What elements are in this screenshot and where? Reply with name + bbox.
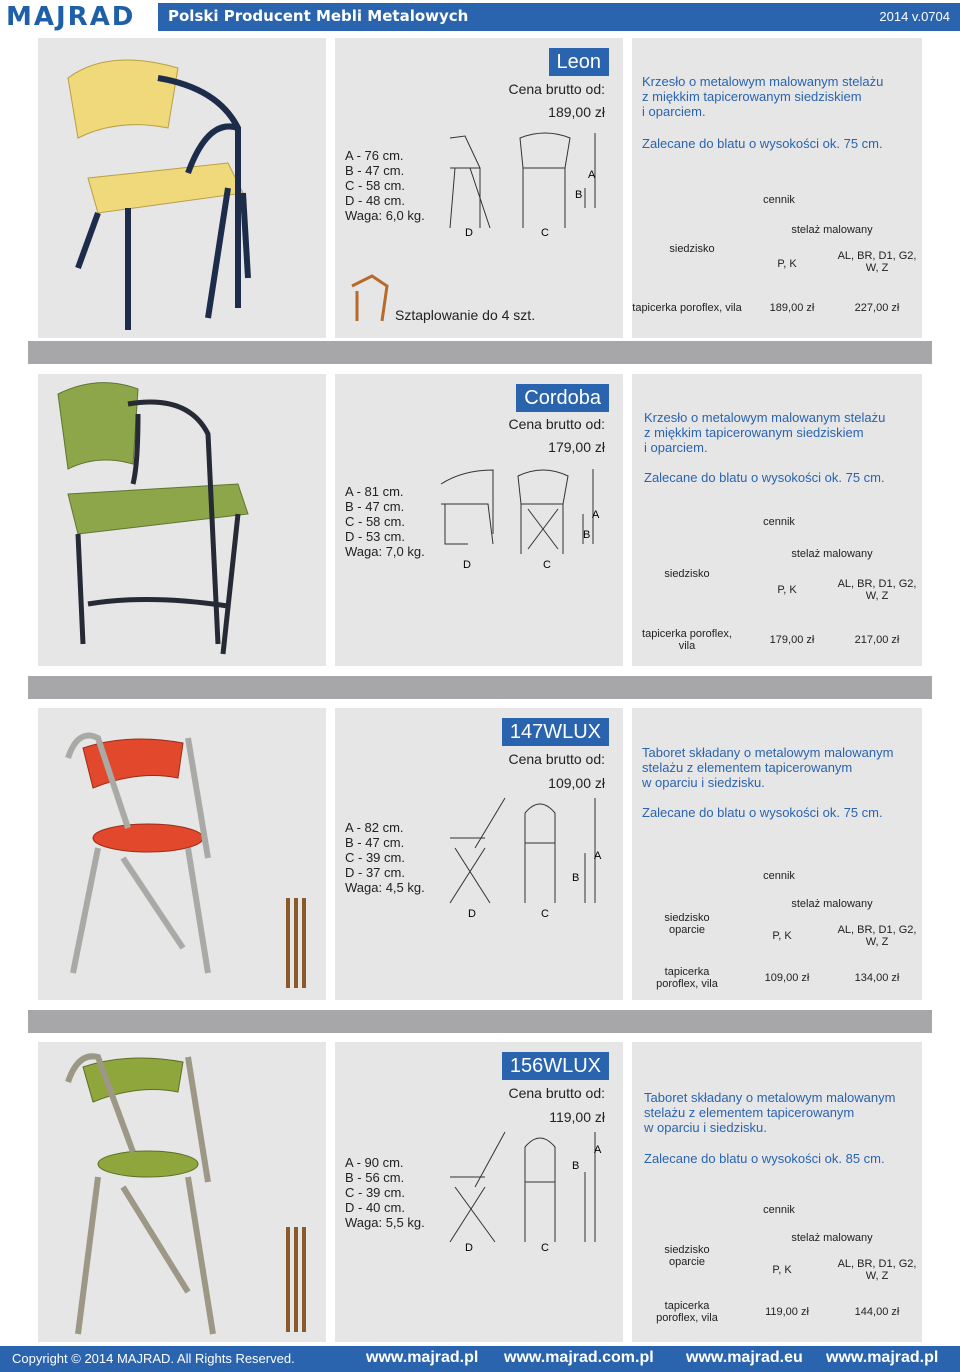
cennik-header: cennik xyxy=(763,870,795,882)
price-table xyxy=(632,1198,922,1338)
finish-pk: P, K xyxy=(772,930,792,942)
dim-b: B - 47 cm. xyxy=(345,835,405,850)
material-line: tapicerka xyxy=(664,966,710,978)
colors-line: AL, BR, D1, G2, xyxy=(837,250,917,262)
label-b: B xyxy=(575,189,583,201)
finish-pk: P, K xyxy=(777,258,797,270)
material-line: poroflex, vila xyxy=(656,1312,718,1324)
product-section-leon xyxy=(0,38,960,338)
weight: Waga: 5,5 kg. xyxy=(345,1215,425,1230)
price-table xyxy=(632,512,922,662)
desc-line: Taboret składany o metalowym malowanym xyxy=(644,1090,896,1105)
dim-d: D - 48 cm. xyxy=(345,193,405,208)
cennik-header: cennik xyxy=(763,194,795,206)
recommendation: Zalecane do blatu o wysokości ok. 85 cm. xyxy=(644,1151,885,1166)
product-price: 119,00 zł xyxy=(549,1109,605,1125)
label-d: D xyxy=(465,227,473,239)
part-label xyxy=(642,912,732,936)
desc-line: i oparciem. xyxy=(642,104,706,119)
photo-panel xyxy=(38,374,326,666)
product-description xyxy=(642,745,922,790)
weight: Waga: 6,0 kg. xyxy=(345,208,425,223)
section-divider xyxy=(28,341,932,364)
page-header xyxy=(0,0,960,34)
photo-panel xyxy=(38,708,326,1000)
weight: Waga: 4,5 kg. xyxy=(345,880,425,895)
frame-header: stelaż malowany xyxy=(791,224,873,236)
dim-a: A - 82 cm. xyxy=(345,820,404,835)
desc-line: stelażu z elementem tapicerowanym xyxy=(642,760,853,775)
dimension-diagram xyxy=(433,464,613,574)
material-label: tapicerka poroflex, vila xyxy=(632,302,742,314)
dim-d: D - 40 cm. xyxy=(345,1200,405,1215)
weight: Waga: 7,0 kg. xyxy=(345,544,425,559)
desc-line: Taboret składany o metalowym malowanym xyxy=(642,745,894,760)
part-line: oparcie xyxy=(668,924,706,936)
cennik-header: cennik xyxy=(763,1204,795,1216)
desc-line: Krzesło o metalowym malowanym stelażu xyxy=(642,74,884,89)
price-colors: 227,00 zł xyxy=(854,302,900,314)
chair-photo xyxy=(38,374,326,666)
product-description xyxy=(642,74,922,119)
copyright: Copyright © 2014 MAJRAD. All Rights Reserved. xyxy=(12,1351,295,1366)
label-c: C xyxy=(541,227,549,239)
material-line: vila xyxy=(678,640,696,652)
label-a: A xyxy=(592,509,600,521)
photo-panel xyxy=(38,38,326,338)
chair-backrest xyxy=(68,60,178,138)
stacking-note: Sztaplowanie do 4 szt. xyxy=(395,307,536,323)
info-panel xyxy=(335,38,623,338)
material-line: tapicerka poroflex, xyxy=(642,628,732,640)
colors-line: W, Z xyxy=(865,262,889,274)
price-pk: 179,00 zł xyxy=(769,634,815,646)
colors-line: AL, BR, D1, G2, xyxy=(837,1258,917,1270)
part-label: siedzisko xyxy=(664,568,710,580)
desc-line: w oparciu i siedzisku. xyxy=(644,1120,767,1135)
price-label: Cena brutto od: xyxy=(508,81,605,97)
frame-header: stelaż malowany xyxy=(791,1232,873,1244)
product-title: Leon xyxy=(549,48,610,76)
stool-photo xyxy=(38,708,326,1000)
dim-d: D - 53 cm. xyxy=(345,529,405,544)
label-c: C xyxy=(543,559,551,571)
finish-colors xyxy=(832,924,922,948)
spec-panel xyxy=(632,38,922,338)
part-label xyxy=(642,1244,732,1268)
desc-line: w oparciu i siedzisku. xyxy=(642,775,765,790)
info-panel xyxy=(335,1042,623,1342)
colors-line: W, Z xyxy=(865,1270,889,1282)
price-label: Cena brutto od: xyxy=(508,1085,605,1101)
price-table xyxy=(632,864,922,1000)
colors-line: W, Z xyxy=(865,590,889,602)
dim-a: A - 81 cm. xyxy=(345,484,404,499)
dimensions xyxy=(345,484,425,559)
product-price: 109,00 zł xyxy=(548,775,605,791)
stool-photo xyxy=(38,1042,326,1342)
chair-seat xyxy=(88,163,243,213)
finish-pk: P, K xyxy=(777,584,797,596)
label-c: C xyxy=(541,1242,549,1254)
product-section-cordoba xyxy=(0,374,960,666)
colors-line: AL, BR, D1, G2, xyxy=(837,924,917,936)
label-a: A xyxy=(594,850,602,862)
label-c: C xyxy=(541,908,549,920)
product-title: 147WLUX xyxy=(502,718,609,746)
chair-backrest xyxy=(58,383,138,469)
section-divider xyxy=(28,676,932,699)
catalog-version: 2014 v.0704 xyxy=(879,9,950,24)
stool-frame xyxy=(68,1056,213,1334)
label-d: D xyxy=(463,559,471,571)
cennik-header: cennik xyxy=(763,516,795,528)
folded-stools xyxy=(288,1227,304,1332)
desc-line: z miękkim tapicerowanym siedziskiem xyxy=(642,89,862,104)
colors-line: W, Z xyxy=(865,936,889,948)
frame-header: stelaż malowany xyxy=(791,548,873,560)
header-tagline: Polski Producent Mebli Metalowych xyxy=(168,7,469,25)
dim-c: C - 39 cm. xyxy=(345,1185,405,1200)
footer-link-majrad-com-pl[interactable]: www.majrad.com.pl xyxy=(504,1349,654,1366)
price-label: Cena brutto od: xyxy=(508,416,605,432)
desc-line: stelażu z elementem tapicerowanym xyxy=(644,1105,855,1120)
folded-stools xyxy=(288,898,304,988)
product-title: 156WLUX xyxy=(502,1052,609,1080)
label-b: B xyxy=(572,1160,580,1172)
price-colors: 144,00 zł xyxy=(854,1306,900,1318)
label-b: B xyxy=(583,529,591,541)
material-label xyxy=(637,966,737,990)
info-panel xyxy=(335,708,623,1000)
dim-a: A - 90 cm. xyxy=(345,1155,404,1170)
price-pk: 119,00 zł xyxy=(765,1306,809,1318)
recommendation: Zalecane do blatu o wysokości ok. 75 cm. xyxy=(642,805,883,820)
price-pk: 109,00 zł xyxy=(764,972,810,984)
price-colors: 217,00 zł xyxy=(854,634,900,646)
desc-line: z miękkim tapicerowanym siedziskiem xyxy=(644,425,864,440)
recommendation: Zalecane do blatu o wysokości ok. 75 cm. xyxy=(644,470,885,485)
part-line: siedzisko xyxy=(664,1244,710,1256)
dimension-diagram xyxy=(435,128,615,238)
product-description xyxy=(644,410,924,455)
label-d: D xyxy=(465,1242,473,1254)
spec-panel xyxy=(632,1042,922,1342)
recommendation: Zalecane do blatu o wysokości ok. 75 cm. xyxy=(642,136,883,151)
dim-a: A - 76 cm. xyxy=(345,148,404,163)
dim-c: C - 39 cm. xyxy=(345,850,405,865)
material-label xyxy=(637,1300,737,1324)
material-label xyxy=(632,628,742,652)
material-line: tapicerka xyxy=(664,1300,710,1312)
product-section-147wlux xyxy=(0,708,960,1000)
price-colors: 134,00 zł xyxy=(854,972,900,984)
finish-colors xyxy=(832,578,922,602)
finish-pk: P, K xyxy=(772,1264,792,1276)
dimensions xyxy=(345,820,425,895)
finish-colors xyxy=(832,250,922,274)
part-line: oparcie xyxy=(668,1256,706,1268)
part-label: siedzisko xyxy=(669,243,715,255)
dimensions xyxy=(345,148,425,223)
product-price: 179,00 zł xyxy=(548,439,605,455)
dim-c: C - 58 cm. xyxy=(345,514,405,529)
chair-photo xyxy=(38,38,326,338)
part-line: siedzisko xyxy=(664,912,710,924)
dim-b: B - 47 cm. xyxy=(345,163,405,178)
colors-line: AL, BR, D1, G2, xyxy=(837,578,917,590)
label-d: D xyxy=(468,908,476,920)
dim-b: B - 47 cm. xyxy=(345,499,405,514)
dim-d: D - 37 cm. xyxy=(345,865,405,880)
spec-panel xyxy=(632,708,922,1000)
stack-icon xyxy=(347,266,397,326)
price-table xyxy=(632,188,922,328)
product-description xyxy=(644,1090,924,1135)
product-section-156wlux xyxy=(0,1042,960,1342)
footer-link-majrad-eu[interactable]: www.majrad.eu xyxy=(686,1349,803,1366)
product-title: Cordoba xyxy=(516,384,609,412)
footer-link-majrad-pl-2[interactable]: www.majrad.pl xyxy=(826,1349,939,1366)
dimension-diagram xyxy=(435,793,615,920)
page-footer xyxy=(0,1346,960,1372)
finish-colors xyxy=(832,1258,922,1282)
stool-seat xyxy=(98,1151,198,1177)
label-a: A xyxy=(594,1144,602,1156)
desc-line: i oparciem. xyxy=(644,440,708,455)
header-bar xyxy=(158,3,960,31)
dim-c: C - 58 cm. xyxy=(345,178,405,193)
dimensions xyxy=(345,1155,425,1230)
photo-panel xyxy=(38,1042,326,1342)
dimension-diagram xyxy=(435,1127,615,1257)
material-line: poroflex, vila xyxy=(656,978,718,990)
info-panel xyxy=(335,374,623,666)
dim-b: B - 56 cm. xyxy=(345,1170,405,1185)
label-a: A xyxy=(588,169,596,181)
stool-seat xyxy=(93,824,203,852)
price-pk: 189,00 zł xyxy=(769,302,815,314)
footer-link-majrad-pl[interactable]: www.majrad.pl xyxy=(366,1349,479,1366)
chair-seat xyxy=(68,484,248,534)
frame-header: stelaż malowany xyxy=(791,898,873,910)
product-price: 189,00 zł xyxy=(548,104,605,120)
desc-line: Krzesło o metalowym malowanym stelażu xyxy=(644,410,886,425)
brand-logo: MAJRAD xyxy=(6,2,136,32)
section-divider xyxy=(28,1010,932,1033)
label-b: B xyxy=(572,872,580,884)
spec-panel xyxy=(632,374,922,666)
price-label: Cena brutto od: xyxy=(508,751,605,767)
